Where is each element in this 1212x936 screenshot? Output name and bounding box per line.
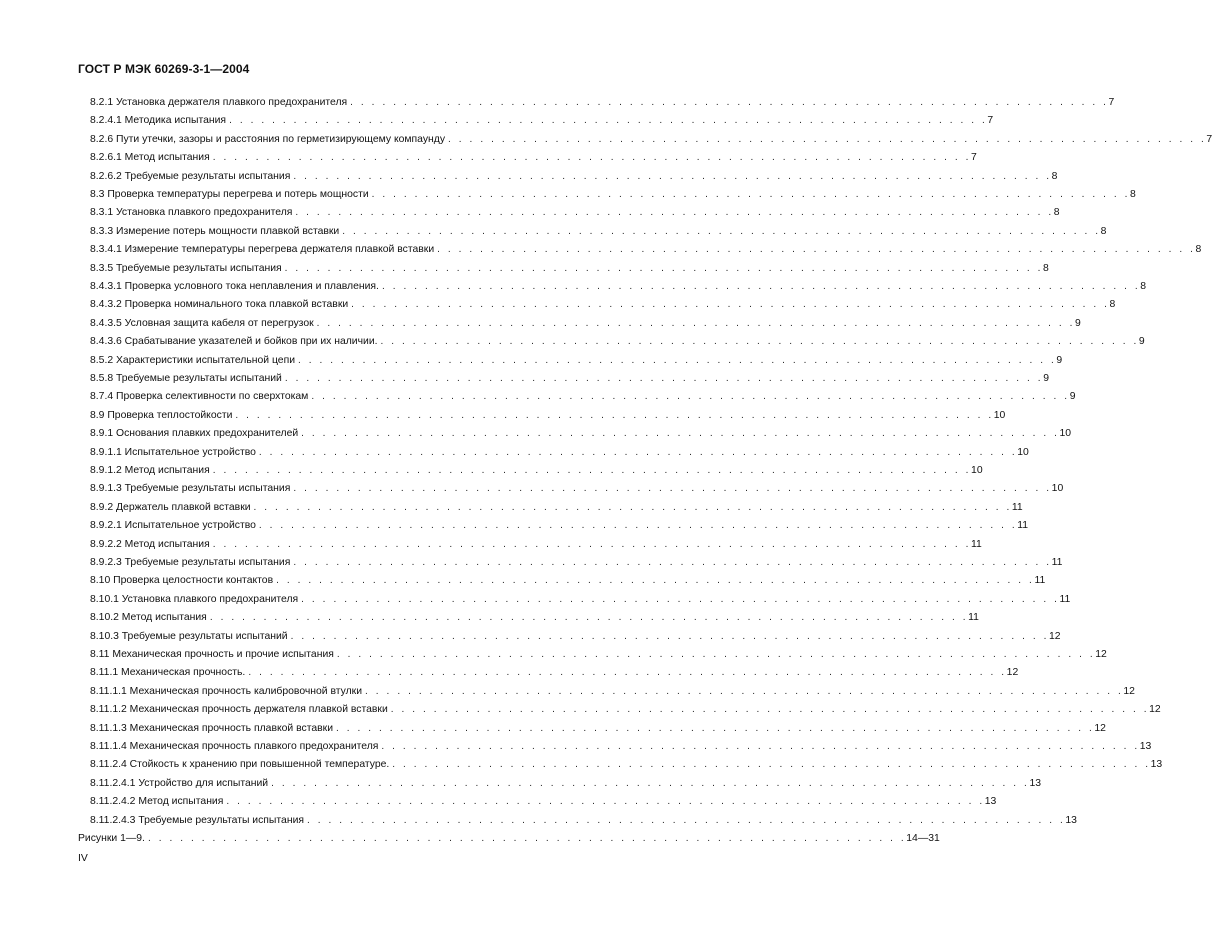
- toc-entry: [90, 312, 1081, 330]
- toc-entry-title: 8.11.1 Механическая прочность.: [90, 667, 246, 679]
- toc-entry-title: 8.9.1.1 Испытательное устройство: [90, 446, 256, 458]
- toc-entry: [90, 606, 979, 624]
- toc-entry-title: 8.4.3.2 Проверка номинального тока плавкой вставки: [90, 299, 349, 311]
- toc-entry: [90, 220, 1107, 238]
- toc-entry-page: 9: [1056, 354, 1063, 366]
- toc-entry-page: 11: [1011, 501, 1023, 513]
- toc-entry-page: 12: [1006, 667, 1019, 679]
- toc-leader-dots: . . . . . . . . . . . . . . . . . . . . . . . . . . . . . . . . . . . . . . . . . . . . . . . . . . . . . . . . . . . . . . . . . . . . . . .: [298, 354, 1057, 366]
- toc-entry-title: 8.3.5 Требуемые результаты испытания: [90, 262, 282, 274]
- toc-entry-page: 11: [971, 538, 982, 550]
- toc-entry-title: 8.11.2.4.3 Требуемые результаты испытания: [90, 814, 304, 826]
- toc-leader-dots: . . . . . . . . . . . . . . . . . . . . . . . . . . . . . . . . . . . . . . . . . . . . . . . . . . . . . . . . . . . . . . . . . . . . . . .: [301, 593, 1060, 605]
- toc-entry-page: 12: [1094, 722, 1106, 734]
- toc-entry-page: 11: [1059, 593, 1071, 605]
- toc-entry-page: 8: [1195, 244, 1202, 256]
- toc-entry-page: 10: [1051, 483, 1064, 495]
- toc-leader-dots: . . . . . . . . . . . . . . . . . . . . . . . . . . . . . . . . . . . . . . . . . . . . . . . . . . . . . . . . . . . . . . . . . . . . . . .: [316, 317, 1075, 329]
- toc-leader-dots: . . . . . . . . . . . . . . . . . . . . . . . . . . . . . . . . . . . . . . . . . . . . . . . . . . . . . . . . . . . . . . . . . . . . . . .: [350, 97, 1109, 108]
- toc-entry: [90, 735, 1152, 753]
- toc-entry-page: 9: [1069, 391, 1076, 403]
- toc-entry-page: 13: [1139, 741, 1152, 752]
- toc-entry-title: 8.9.1 Основания плавких предохранителей: [90, 428, 299, 440]
- toc-entry: [90, 625, 1061, 643]
- toc-entry-page: 8: [1109, 299, 1116, 311]
- toc-entry-page: 12: [1095, 649, 1107, 660]
- toc-entry-title: 8.3.1 Установка плавкого предохранителя: [90, 207, 293, 219]
- toc-leader-dots: . . . . . . . . . . . . . . . . . . . . . . . . . . . . . . . . . . . . . . . . . . . . . . . . . . . . . . . . . . . . . . . . . . . . . . .: [209, 612, 969, 624]
- toc-entry: [90, 809, 1077, 827]
- toc-entry-title: 8.3.3 Измерение потерь мощности плавкой вставки: [90, 225, 340, 237]
- toc-leader-dots: . . . . . . . . . . . . . . . . . . . . . . . . . . . . . . . . . . . . . . . . . . . . . . . . . . . . . . . . . . . . . . . . . . . . . . .: [293, 483, 1052, 495]
- toc-entry: [78, 827, 940, 845]
- toc-entry-title: 8.4.3.1 Проверка условного тока неплавления и плавления.: [90, 281, 379, 292]
- toc-entry-title: 8.5.8 Требуемые результаты испытаний: [90, 373, 282, 384]
- toc-entry-page: 8: [1053, 207, 1060, 219]
- toc-entry-title: 8.9 Проверка теплостойкости: [90, 409, 233, 421]
- toc-entry-page: 9: [1075, 317, 1081, 329]
- toc-leader-dots: . . . . . . . . . . . . . . . . . . . . . . . . . . . . . . . . . . . . . . . . . . . . . . . . . . . . . . . . . . . . . . . . . . . . . . .: [342, 225, 1101, 237]
- toc-entry-page: 8: [1043, 262, 1049, 274]
- toc-entry-title: 8.3.4.1 Измерение температуры перегрева держателя плавкой вставки: [90, 244, 435, 256]
- toc-entry-title: 8.9.2 Держатель плавкой вставки: [90, 501, 251, 513]
- toc-leader-dots: . . . . . . . . . . . . . . . . . . . . . . . . . . . . . . . . . . . . . . . . . . . . . . . . . . . . . . . . . . . . . . . . . . . . . . .: [351, 299, 1110, 311]
- toc-entry-title: 8.4.3.6 Срабатывание указателей и бойков при их наличии.: [90, 336, 378, 348]
- toc-entry: [90, 643, 1107, 661]
- toc-entry: [90, 514, 1029, 532]
- toc-entry-title: 8.11.1.3 Механическая прочность плавкой вставки: [90, 722, 333, 734]
- toc-entry-title: 8.11.2.4.1 Устройство для испытаний: [90, 777, 269, 789]
- toc-entry: [90, 201, 1060, 219]
- toc-entry-title: 8.5.2 Характеристики испытательной цепи: [90, 354, 296, 366]
- toc-entry: [90, 588, 1071, 606]
- toc-entry-page: 10: [1059, 428, 1072, 440]
- toc-leader-dots: . . . . . . . . . . . . . . . . . . . . . . . . . . . . . . . . . . . . . . . . . . . . . . . . . . . . . . . . . . . . . . . . . . . . . . .: [276, 575, 1035, 587]
- toc-entry-page: 12: [1123, 685, 1135, 697]
- toc-entry-page: 8: [1129, 189, 1136, 200]
- toc-entry-page: 11: [1034, 575, 1046, 587]
- toc-leader-dots: . . . . . . . . . . . . . . . . . . . . . . . . . . . . . . . . . . . . . . . . . . . . . . . . . . . . . . . . . . . . . . . . . . . . . . .: [392, 759, 1151, 771]
- toc-entry-title: Рисунки 1—9.: [78, 833, 145, 844]
- toc-entry-title: 8.3 Проверка температуры перегрева и потерь мощности: [90, 189, 369, 200]
- toc-leader-dots: . . . . . . . . . . . . . . . . . . . . . . . . . . . . . . . . . . . . . . . . . . . . . . . . . . . . . . . . . . . . . . . . . . . . . . .: [380, 336, 1139, 348]
- toc-entry: [90, 772, 1041, 790]
- toc-entry-title: 8.11.1.4 Механическая прочность плавкого предохранителя: [90, 741, 379, 752]
- toc-entry-title: 8.10.2 Метод испытания: [90, 612, 207, 624]
- toc-leader-dots: . . . . . . . . . . . . . . . . . . . . . . . . . . . . . . . . . . . . . . . . . . . . . . . . . . . . . . . . . . . . . . . . . . . . . . .: [336, 722, 1095, 734]
- toc-entry-page: 10: [971, 465, 983, 476]
- toc-entry-title: 8.2.4.1 Методика испытания: [90, 115, 227, 127]
- toc-entry-page: 11: [1051, 557, 1063, 568]
- toc-leader-dots: . . . . . . . . . . . . . . . . . . . . . . . . . . . . . . . . . . . . . . . . . . . . . . . . . . . . . . . . . . . . . . . . . . . . . . .: [212, 152, 972, 164]
- toc-entry-title: 8.9.1.3 Требуемые результаты испытания: [90, 483, 291, 495]
- toc-leader-dots: . . . . . . . . . . . . . . . . . . . . . . . . . . . . . . . . . . . . . . . . . . . . . . . . . . . . . . . . . . . . . . . . . . . . . . .: [212, 538, 972, 550]
- toc-entry-page: 12: [1149, 704, 1161, 716]
- toc-leader-dots: . . . . . . . . . . . . . . . . . . . . . . . . . . . . . . . . . . . . . . . . . . . . . . . . . . . . . . . . . . . . . . . . . . . . . . .: [293, 557, 1052, 568]
- toc-entry-title: 8.2.1 Установка держателя плавкого предохранителя: [90, 97, 348, 108]
- toc-entry: [90, 698, 1161, 716]
- toc-entry-title: 8.11.1.2 Механическая прочность держателя плавкой вставки: [90, 704, 388, 716]
- toc-leader-dots: . . . . . . . . . . . . . . . . . . . . . . . . . . . . . . . . . . . . . . . . . . . . . . . . . . . . . . . . . . . . . . . . . . . . . . .: [253, 501, 1012, 513]
- toc-leader-dots: . . . . . . . . . . . . . . . . . . . . . . . . . . . . . . . . . . . . . . . . . . . . . . . . . . . . . . . . . . . . . . . . . . . . . . .: [371, 189, 1130, 200]
- toc-entry: [90, 238, 1202, 256]
- toc-leader-dots: . . . . . . . . . . . . . . . . . . . . . . . . . . . . . . . . . . . . . . . . . . . . . . . . . . . . . . . . . . . . . . . . . . . . . . .: [437, 244, 1196, 256]
- toc-entry: [90, 661, 1019, 679]
- toc-entry-page: 8: [1100, 225, 1107, 237]
- toc-entry-title: 8.2.6.1 Метод испытания: [90, 152, 210, 164]
- toc-entry: [90, 477, 1064, 495]
- toc-entry: [90, 293, 1116, 311]
- toc-entry-title: 8.11.2.4 Стойкость к хранению при повышенной температуре.: [90, 759, 390, 771]
- toc-entry: [90, 717, 1106, 735]
- toc-entry-page: 13: [1029, 777, 1041, 789]
- toc-entry: [90, 367, 1049, 385]
- toc-entry: [90, 275, 1147, 293]
- toc-entry-title: 8.9.2.3 Требуемые результаты испытания: [90, 557, 291, 568]
- toc-leader-dots: . . . . . . . . . . . . . . . . . . . . . . . . . . . . . . . . . . . . . . . . . . . . . . . . . . . . . . . . . . . . . . . . . . . . . . .: [293, 170, 1052, 182]
- toc-leader-dots: . . . . . . . . . . . . . . . . . . . . . . . . . . . . . . . . . . . . . . . . . . . . . . . . . . . . . . . . . . . . . . . . . . . . . . .: [301, 428, 1060, 440]
- toc-leader-dots: . . . . . . . . . . . . . . . . . . . . . . . . . . . . . . . . . . . . . . . . . . . . . . . . . . . . . . . . . . . . . . . . . . . . . . .: [235, 409, 994, 421]
- toc-entry: [90, 790, 997, 808]
- toc-leader-dots: . . . . . . . . . . . . . . . . . . . . . . . . . . . . . . . . . . . . . . . . . . . . . . . . . . . . . . . . . . . . . . . . . . . . . . .: [212, 465, 972, 476]
- toc-leader-dots: . . . . . . . . . . . . . . . . . . . . . . . . . . . . . . . . . . . . . . . . . . . . . . . . . . . . . . . . . . . . . . . . . . . . . . .: [448, 133, 1207, 145]
- toc-leader-dots: . . . . . . . . . . . . . . . . . . . . . . . . . . . . . . . . . . . . . . . . . . . . . . . . . . . . . . . . . . . . . . . . . . . . . . .: [271, 777, 1030, 789]
- toc-entry-page: 7: [1206, 133, 1212, 145]
- toc-entry-page: 7: [1108, 97, 1115, 108]
- toc-leader-dots: . . . . . . . . . . . . . . . . . . . . . . . . . . . . . . . . . . . . . . . . . . . . . . . . . . . . . . . . . . . . . . . . . . . . . . .: [248, 667, 1007, 679]
- toc-leader-dots: . . . . . . . . . . . . . . . . . . . . . . . . . . . . . . . . . . . . . . . . . . . . . . . . . . . . . . . . . . . . . . . . . . . . . . .: [336, 649, 1096, 660]
- toc-leader-dots: . . . . . . . . . . . . . . . . . . . . . . . . . . . . . . . . . . . . . . . . . . . . . . . . . . . . . . . . . . . . . . . . . . . . . . .: [381, 741, 1140, 752]
- toc-leader-dots: . . . . . . . . . . . . . . . . . . . . . . . . . . . . . . . . . . . . . . . . . . . . . . . . . . . . . . . . . . . . . . . . . . . . . . .: [284, 373, 1044, 384]
- toc-entry: [90, 91, 1115, 109]
- toc-leader-dots: . . . . . . . . . . . . . . . . . . . . . . . . . . . . . . . . . . . . . . . . . . . . . . . . . . . . . . . . . . . . . . . . . . . . . . .: [284, 262, 1043, 274]
- toc-entry-title: 8.9.2.2 Метод испытания: [90, 538, 210, 550]
- toc-entry-title: 8.10.1 Установка плавкого предохранителя: [90, 593, 299, 605]
- toc-entry-page: 11: [968, 612, 979, 624]
- toc-entry: [90, 257, 1049, 275]
- document-header: ГОСТ Р МЭК 60269-3-1—2004: [78, 62, 250, 76]
- toc-entry-page: 14—31: [906, 833, 940, 844]
- toc-entry-title: 8.2.6 Пути утечки, зазоры и расстояния по герметизирующему компаунду: [90, 133, 446, 145]
- toc-entry: [90, 753, 1163, 771]
- toc-entry: [90, 385, 1076, 403]
- toc-entry-title: 8.10 Проверка целостности контактов: [90, 575, 274, 587]
- toc-entry-page: 11: [1017, 520, 1029, 532]
- toc-leader-dots: . . . . . . . . . . . . . . . . . . . . . . . . . . . . . . . . . . . . . . . . . . . . . . . . . . . . . . . . . . . . . . . . . . . . . . .: [147, 833, 907, 844]
- toc-entry: [90, 551, 1063, 569]
- toc-entry-page: 7: [987, 115, 994, 127]
- toc-leader-dots: . . . . . . . . . . . . . . . . . . . . . . . . . . . . . . . . . . . . . . . . . . . . . . . . . . . . . . . . . . . . . . . . . . . . . . .: [365, 685, 1124, 697]
- toc-entry-title: 8.11.2.4.2 Метод испытания: [90, 796, 224, 808]
- toc-entry: [90, 404, 1006, 422]
- page-number-roman: IV: [78, 853, 88, 864]
- toc-entry-title: 8.2.6.2 Требуемые результаты испытания: [90, 170, 291, 182]
- toc-entry: [90, 183, 1136, 201]
- toc-leader-dots: . . . . . . . . . . . . . . . . . . . . . . . . . . . . . . . . . . . . . . . . . . . . . . . . . . . . . . . . . . . . . . . . . . . . . . .: [307, 814, 1066, 826]
- toc-leader-dots: . . . . . . . . . . . . . . . . . . . . . . . . . . . . . . . . . . . . . . . . . . . . . . . . . . . . . . . . . . . . . . . . . . . . . . .: [258, 520, 1018, 532]
- toc-entry-page: 8: [1051, 170, 1058, 182]
- toc-entry: [90, 422, 1072, 440]
- toc-leader-dots: . . . . . . . . . . . . . . . . . . . . . . . . . . . . . . . . . . . . . . . . . . . . . . . . . . . . . . . . . . . . . . . . . . . . . . .: [381, 281, 1141, 292]
- toc-entry: [90, 109, 994, 127]
- toc-entry-title: 8.11.1.1 Механическая прочность калибровочной втулки: [90, 685, 363, 697]
- toc-entry-page: 9: [1138, 336, 1145, 348]
- toc-entry-page: 8: [1140, 281, 1147, 292]
- toc-leader-dots: . . . . . . . . . . . . . . . . . . . . . . . . . . . . . . . . . . . . . . . . . . . . . . . . . . . . . . . . . . . . . . . . . . . . . . .: [226, 796, 985, 808]
- toc-leader-dots: . . . . . . . . . . . . . . . . . . . . . . . . . . . . . . . . . . . . . . . . . . . . . . . . . . . . . . . . . . . . . . . . . . . . . . .: [295, 207, 1054, 219]
- toc-entry: [90, 496, 1023, 514]
- toc-entry-page: 13: [1065, 814, 1077, 826]
- toc-entry-title: 8.10.3 Требуемые результаты испытаний: [90, 630, 288, 642]
- toc-leader-dots: . . . . . . . . . . . . . . . . . . . . . . . . . . . . . . . . . . . . . . . . . . . . . . . . . . . . . . . . . . . . . . . . . . . . . . .: [229, 115, 988, 127]
- toc-entry: [90, 533, 982, 551]
- toc-entry: [90, 680, 1135, 698]
- toc-entry: [90, 459, 983, 477]
- toc-entry-title: 8.7.4 Проверка селективности по сверхтокам: [90, 391, 309, 403]
- toc-leader-dots: . . . . . . . . . . . . . . . . . . . . . . . . . . . . . . . . . . . . . . . . . . . . . . . . . . . . . . . . . . . . . . . . . . . . . . .: [390, 704, 1150, 716]
- toc-entry-page: 9: [1043, 373, 1049, 384]
- toc-entry-page: 13: [984, 796, 997, 808]
- toc-entry: [90, 146, 977, 164]
- toc-leader-dots: . . . . . . . . . . . . . . . . . . . . . . . . . . . . . . . . . . . . . . . . . . . . . . . . . . . . . . . . . . . . . . . . . . . . . . .: [311, 391, 1070, 403]
- toc-entry: [90, 165, 1058, 183]
- toc-leader-dots: . . . . . . . . . . . . . . . . . . . . . . . . . . . . . . . . . . . . . . . . . . . . . . . . . . . . . . . . . . . . . . . . . . . . . . .: [290, 630, 1049, 642]
- toc-leader-dots: . . . . . . . . . . . . . . . . . . . . . . . . . . . . . . . . . . . . . . . . . . . . . . . . . . . . . . . . . . . . . . . . . . . . . . .: [258, 446, 1018, 458]
- toc-entry-title: 8.4.3.5 Условная защита кабеля от перегрузок: [90, 317, 314, 329]
- toc-entry-page: 13: [1150, 759, 1163, 771]
- toc-entry-page: 10: [993, 409, 1006, 421]
- toc-entry: [90, 441, 1029, 459]
- toc-entry-title: 8.11 Механическая прочность и прочие испытания: [90, 649, 334, 660]
- toc-entry: [90, 569, 1046, 587]
- toc-entry-page: 7: [971, 152, 977, 164]
- toc-entry-page: 12: [1048, 630, 1061, 642]
- toc-entry-page: 10: [1017, 446, 1029, 458]
- toc-entry: [90, 349, 1063, 367]
- toc-entry: [90, 128, 1212, 146]
- toc-entry-title: 8.9.2.1 Испытательное устройство: [90, 520, 256, 532]
- toc-entry-title: 8.9.1.2 Метод испытания: [90, 465, 210, 476]
- toc-entry: [90, 330, 1145, 348]
